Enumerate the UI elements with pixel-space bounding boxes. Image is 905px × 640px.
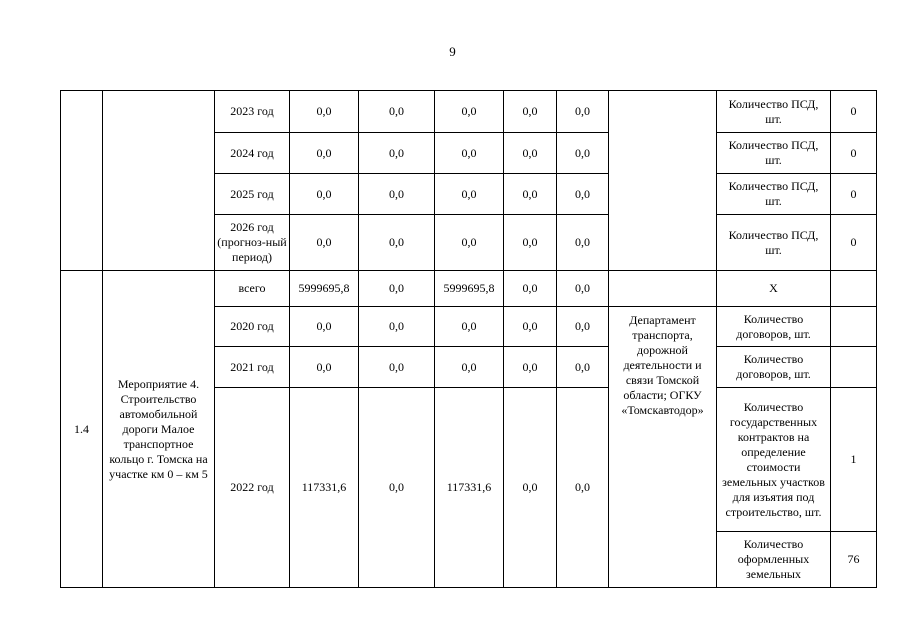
value-cell: 0,0 (359, 174, 435, 215)
indicator-cell: Количество оформленных земельных (717, 532, 831, 588)
year-cell: 2022 год (215, 388, 290, 588)
value-cell: 0,0 (504, 133, 557, 174)
value-cell: 0,0 (557, 133, 609, 174)
count-cell: 0 (831, 174, 877, 215)
indicator-cell: Количество ПСД, шт. (717, 215, 831, 271)
count-cell: 0 (831, 91, 877, 133)
value-cell: 0,0 (557, 271, 609, 307)
year-cell: 2021 год (215, 347, 290, 388)
value-cell: 0,0 (435, 133, 504, 174)
value-cell: 0,0 (435, 215, 504, 271)
value-cell: 0,0 (359, 271, 435, 307)
empty-name-cell (103, 91, 215, 271)
value-cell: 117331,6 (435, 388, 504, 588)
count-cell: 1 (831, 388, 877, 532)
value-cell: 0,0 (557, 388, 609, 588)
year-cell: 2023 год (215, 91, 290, 133)
indicator-cell: Количество договоров, шт. (717, 347, 831, 388)
value-cell: 0,0 (359, 215, 435, 271)
value-cell: 0,0 (290, 307, 359, 347)
count-cell (831, 347, 877, 388)
responsible-cell: Департамент транспорта, дорожной деятельности и связи Томской области; ОГКУ «Томскавтодор» (609, 307, 717, 588)
value-cell: 0,0 (557, 307, 609, 347)
value-cell: 5999695,8 (435, 271, 504, 307)
value-cell: 0,0 (504, 215, 557, 271)
count-cell: 0 (831, 215, 877, 271)
indicator-cell: Х (717, 271, 831, 307)
value-cell: 0,0 (435, 307, 504, 347)
value-cell: 0,0 (504, 174, 557, 215)
value-cell: 0,0 (435, 174, 504, 215)
count-cell (831, 271, 877, 307)
count-cell (831, 307, 877, 347)
value-cell: 0,0 (504, 347, 557, 388)
program-table (60, 90, 877, 588)
value-cell: 0,0 (504, 388, 557, 588)
indicator-cell: Количество ПСД, шт. (717, 91, 831, 133)
value-cell: 0,0 (359, 133, 435, 174)
value-cell: 0,0 (359, 347, 435, 388)
value-cell: 0,0 (435, 347, 504, 388)
value-cell: 0,0 (557, 215, 609, 271)
empty-number-cell (61, 91, 103, 271)
year-cell: 2020 год (215, 307, 290, 347)
indicator-cell: Количество договоров, шт. (717, 307, 831, 347)
value-cell: 0,0 (504, 271, 557, 307)
value-cell: 0,0 (504, 91, 557, 133)
value-cell: 0,0 (359, 91, 435, 133)
table-row (61, 271, 877, 307)
count-cell: 76 (831, 532, 877, 588)
measure-number: 1.4 (61, 271, 103, 588)
count-cell: 0 (831, 133, 877, 174)
empty-responsible-cell (609, 271, 717, 307)
year-cell: 2025 год (215, 174, 290, 215)
measure-name: Мероприятие 4. Строительство автомобильной дороги Малое транспортное кольцо г. Томска на участке км 0 – км 5 (103, 271, 215, 588)
year-cell: всего (215, 271, 290, 307)
indicator-cell: Количество ПСД, шт. (717, 133, 831, 174)
value-cell: 5999695,8 (290, 271, 359, 307)
page-number: 9 (449, 44, 456, 59)
indicator-cell: Количество государственных контрактов на определение стоимости земельных участков для изъятия под строительство, шт. (717, 388, 831, 532)
value-cell: 0,0 (557, 347, 609, 388)
value-cell: 0,0 (290, 215, 359, 271)
value-cell: 0,0 (435, 91, 504, 133)
value-cell: 0,0 (290, 133, 359, 174)
value-cell: 0,0 (290, 347, 359, 388)
year-cell: 2024 год (215, 133, 290, 174)
value-cell: 0,0 (504, 307, 557, 347)
value-cell: 117331,6 (290, 388, 359, 588)
value-cell: 0,0 (557, 174, 609, 215)
value-cell: 0,0 (359, 307, 435, 347)
indicator-cell: Количество ПСД, шт. (717, 174, 831, 215)
year-cell: 2026 год (прогноз-ный период) (215, 215, 290, 271)
value-cell: 0,0 (290, 91, 359, 133)
empty-responsible-cell (609, 91, 717, 271)
table-row (61, 91, 877, 133)
value-cell: 0,0 (557, 91, 609, 133)
value-cell: 0,0 (290, 174, 359, 215)
value-cell: 0,0 (359, 388, 435, 588)
